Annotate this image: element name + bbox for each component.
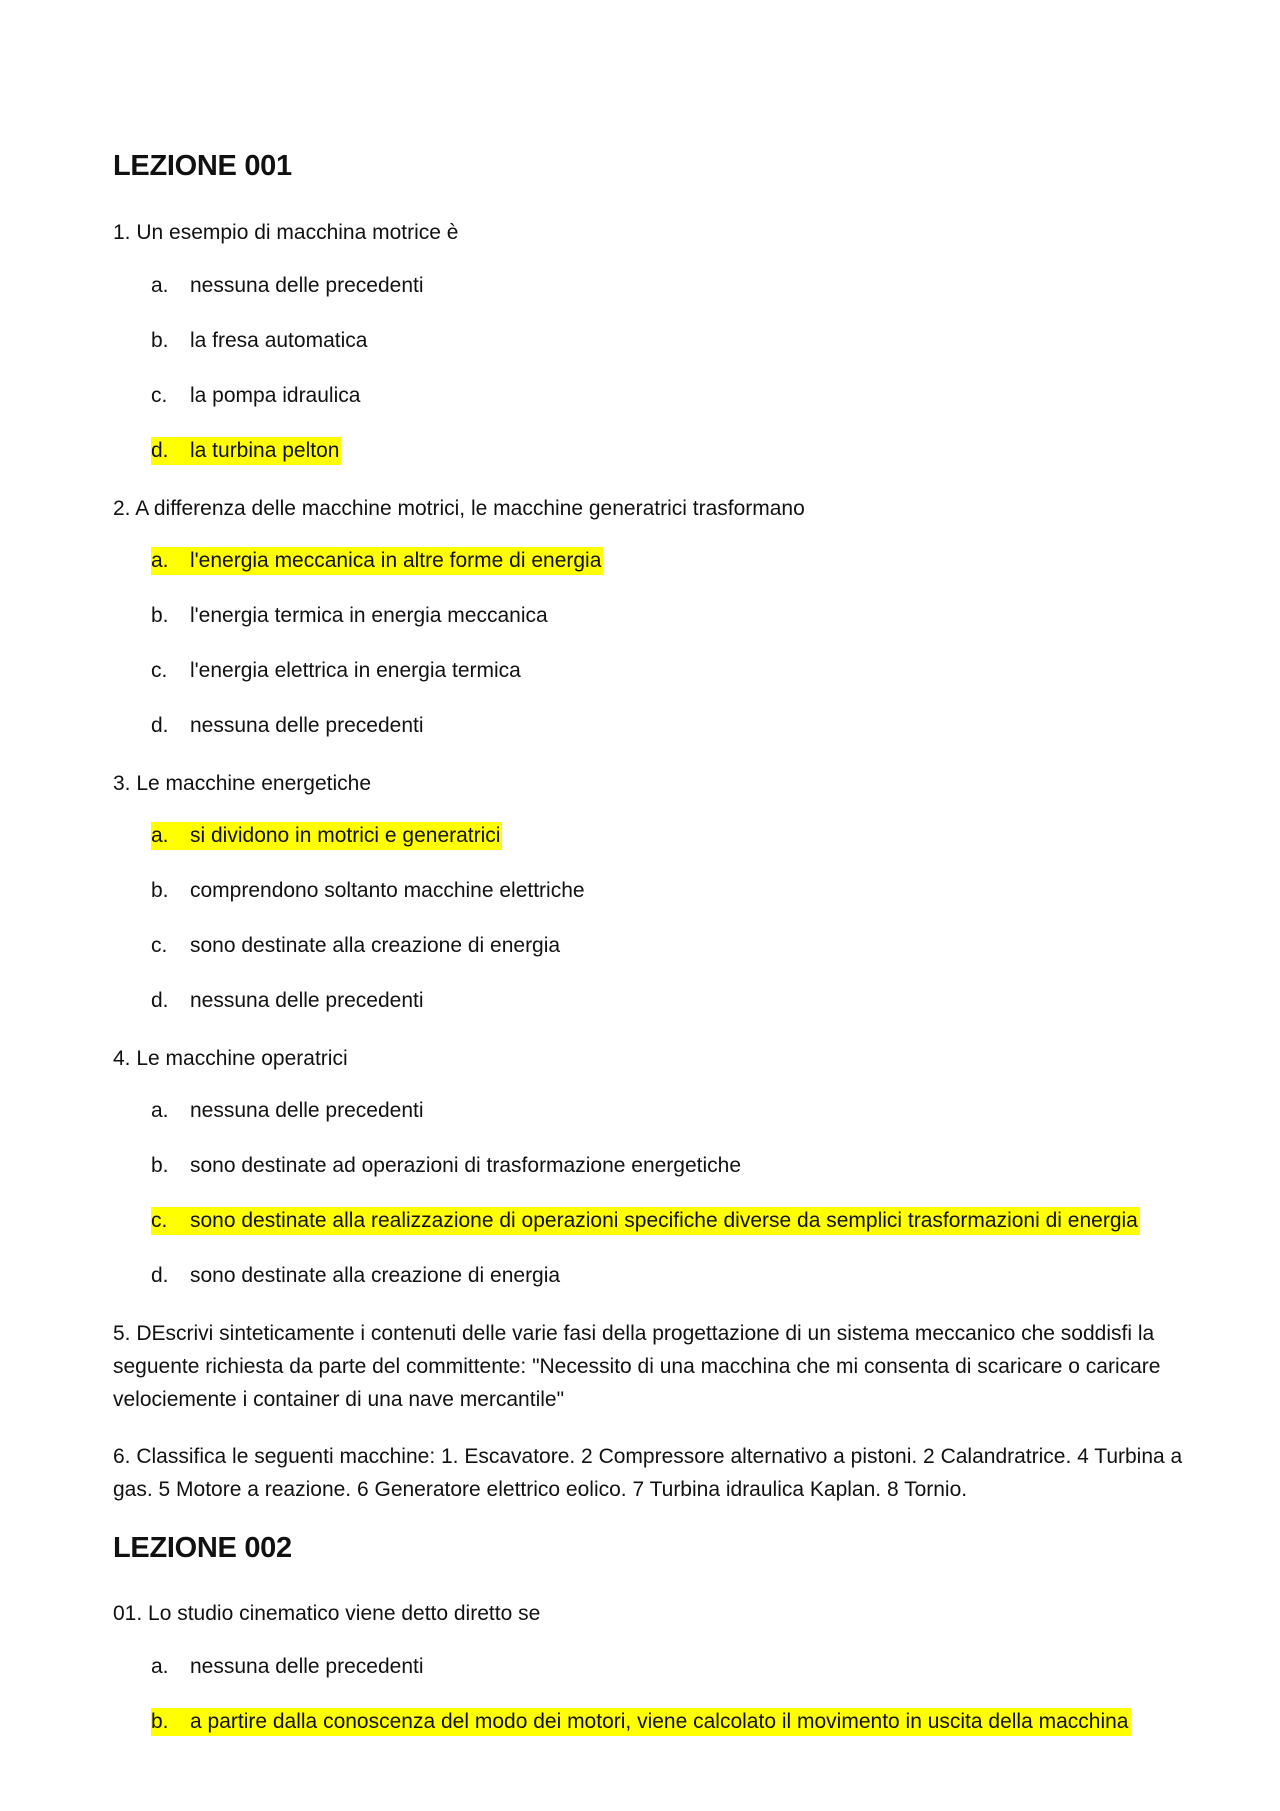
option-letter: a. xyxy=(151,824,169,847)
question-text: 1. Un esempio di macchina motrice è xyxy=(113,221,459,244)
option-letter: c. xyxy=(151,1209,168,1232)
answer-option xyxy=(151,1152,743,1180)
option-text: sono destinate alla creazione di energia xyxy=(190,934,561,957)
option-letter: a. xyxy=(151,549,169,572)
option-text: nessuna delle precedenti xyxy=(190,1655,424,1678)
option-letter: c. xyxy=(151,659,168,682)
option-letter: a. xyxy=(151,1655,169,1678)
option-letter: b. xyxy=(151,1154,169,1177)
question-text: 01. Lo studio cinematico viene detto diretto se xyxy=(113,1602,541,1625)
option-text: l'energia elettrica in energia termica xyxy=(190,659,521,682)
answer-option-correct xyxy=(151,1207,1140,1235)
option-letter: b. xyxy=(151,1710,169,1733)
question-text: 5. DEscrivi sinteticamente i contenuti delle varie fasi della progettazione di un sistema meccanico che soddisfi la seguente richiesta da parte del committente: "Necessito di una macchina che mi consenta di scaricare o caricare velociemente i container di una nave mercantile" xyxy=(113,1322,1161,1411)
option-text: la fresa automatica xyxy=(190,329,368,352)
answer-option xyxy=(151,602,550,630)
answer-option xyxy=(151,877,587,905)
answer-option xyxy=(151,272,426,300)
option-text: la turbina pelton xyxy=(190,439,340,462)
option-text: la pompa idraulica xyxy=(190,384,361,407)
option-text: sono destinate alla realizzazione di operazioni specifiche diverse da semplici trasformazioni di energia xyxy=(190,1209,1138,1232)
answer-option xyxy=(151,1097,426,1125)
answer-option xyxy=(151,932,562,960)
option-letter: d. xyxy=(151,1264,169,1287)
option-text: nessuna delle precedenti xyxy=(190,989,424,1012)
option-letter: d. xyxy=(151,439,169,462)
option-text: comprendono soltanto macchine elettriche xyxy=(190,879,585,902)
answer-option xyxy=(151,1262,562,1290)
option-text: nessuna delle precedenti xyxy=(190,274,424,297)
option-letter: a. xyxy=(151,1099,169,1122)
option-letter: c. xyxy=(151,934,168,957)
option-letter: b. xyxy=(151,604,169,627)
option-text: a partire dalla conoscenza del modo dei motori, viene calcolato il movimento in uscita della macchina xyxy=(190,1710,1129,1733)
answer-option-correct xyxy=(151,547,603,575)
question-text: 4. Le macchine operatrici xyxy=(113,1047,348,1070)
answer-option xyxy=(151,1653,426,1681)
answer-option-correct xyxy=(151,822,502,850)
option-text: sono destinate ad operazioni di trasformazione energetiche xyxy=(190,1154,742,1177)
option-letter: a. xyxy=(151,274,169,297)
option-letter: d. xyxy=(151,989,169,1012)
question-text: 2. A differenza delle macchine motrici, le macchine generatrici trasformano xyxy=(113,497,805,520)
option-letter: d. xyxy=(151,714,169,737)
option-letter: b. xyxy=(151,879,169,902)
answer-option xyxy=(151,382,362,410)
option-text: nessuna delle precedenti xyxy=(190,714,424,737)
answer-option-correct xyxy=(151,437,341,465)
answer-option xyxy=(151,712,426,740)
answer-option-correct xyxy=(151,1708,1131,1736)
lesson-heading: LEZIONE 001 xyxy=(113,150,292,182)
option-text: sono destinate alla creazione di energia xyxy=(190,1264,561,1287)
option-text: si dividono in motrici e generatrici xyxy=(190,824,501,847)
option-text: l'energia termica in energia meccanica xyxy=(190,604,548,627)
lesson-heading: LEZIONE 002 xyxy=(113,1532,292,1564)
question-text: 3. Le macchine energetiche xyxy=(113,772,371,795)
answer-option xyxy=(151,987,426,1015)
option-text: l'energia meccanica in altre forme di energia xyxy=(190,549,602,572)
answer-option xyxy=(151,657,523,685)
answer-option xyxy=(151,327,369,355)
option-letter: b. xyxy=(151,329,169,352)
option-text: nessuna delle precedenti xyxy=(190,1099,424,1122)
option-letter: c. xyxy=(151,384,168,407)
question-text: 6. Classifica le seguenti macchine: 1. Escavatore. 2 Compressore alternativo a pistoni. 2 Calandratrice. 4 Turbina a gas. 5 Motore a reazione. 6 Generatore elettrico eolico. 7 Turbina idraulica Kaplan. 8 Tornio. xyxy=(113,1445,1183,1501)
